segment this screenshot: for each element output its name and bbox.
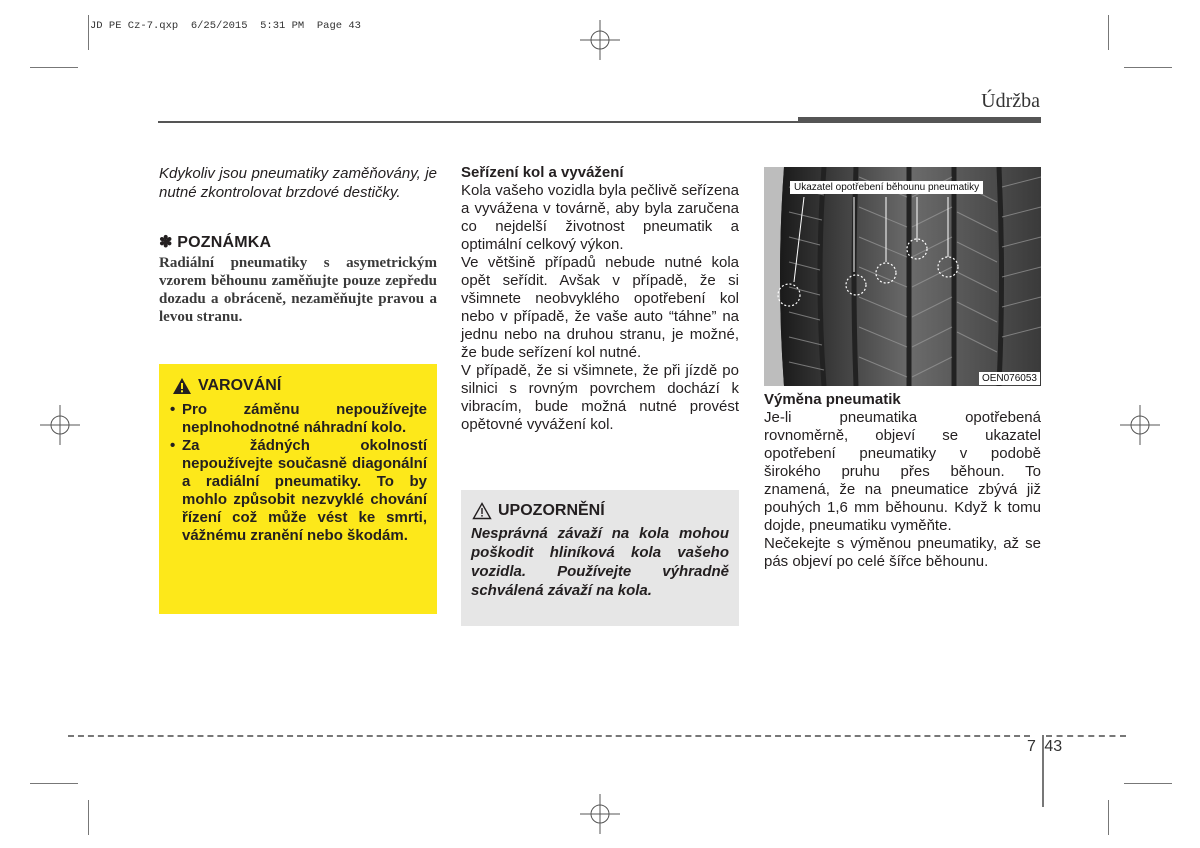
page-number: 7 43 bbox=[1027, 738, 1063, 755]
registration-mark-icon bbox=[1120, 405, 1160, 445]
crop-mark bbox=[1124, 67, 1172, 68]
figure-code: OEN076053 bbox=[979, 372, 1040, 385]
tire-tread-illustration bbox=[764, 167, 1041, 386]
caution-title: UPOZORNĚNÍ bbox=[498, 502, 605, 519]
footer-dash-rule-right bbox=[1046, 735, 1126, 737]
paragraph: Je-li pneumatika opotřebená rovnoměrně, objeví se ukazatel opotřebení pneumatiky v podobě širokého pruhu přes běhoun. To znamená, že na pneumatice zbývá již pouhých 1,6 mm běhounu. Když k tomu dojde, pneumatiku vyměňte. bbox=[764, 409, 1041, 534]
section-title: Údržba bbox=[981, 90, 1040, 112]
warning-item: • Pro záměnu nepoužívejte neplnohodnotné náhradní kolo. bbox=[170, 401, 427, 437]
note-body-text: Radiální pneumatiky s asymetrickým vzorem běhounu zaměňujte pouze zepředu dozadu a obráceně, nezaměňujte pravou a bbox=[159, 255, 437, 307]
crop-mark bbox=[1108, 15, 1109, 50]
print-slug: JD PE Cz-7.qxp 6/25/2015 5:31 PM Page 43 bbox=[90, 20, 361, 32]
tire-replacement-heading: Výměna pneumatik bbox=[764, 391, 901, 408]
paragraph: Nečekejte s výměnou pneumatiky, až se pás objeví po celé šířce běhounu. bbox=[764, 535, 1041, 570]
crop-mark bbox=[88, 800, 89, 835]
wheel-alignment-heading: Seřízení kol a vyvážení bbox=[461, 164, 624, 181]
intro-text: Kdykoliv jsou pneumatiky zaměňovány, je nutné zkontrolovat brzdové destičky. bbox=[159, 165, 437, 201]
registration-mark-icon bbox=[580, 20, 620, 60]
warning-triangle-icon bbox=[172, 377, 192, 395]
column-left bbox=[159, 164, 437, 326]
note-title: ✽ POZNÁMKA bbox=[159, 234, 272, 251]
crop-mark bbox=[1124, 783, 1172, 784]
caution-triangle-icon bbox=[472, 502, 492, 520]
note-body-last: levou stranu. bbox=[159, 309, 243, 325]
registration-mark-icon bbox=[580, 794, 620, 834]
footer-dash-rule bbox=[68, 735, 1030, 737]
column-right-text bbox=[764, 391, 1041, 571]
column-middle bbox=[461, 164, 739, 434]
warning-title: VAROVÁNÍ bbox=[198, 377, 282, 394]
crop-mark bbox=[88, 15, 89, 50]
warning-item: • Za žádných okolností nepoužívejte současně diagonální a radiální pneumatiky. To by mohlo způsobit nezvyklé chování řízení což může vést ke smrti, vážnému zranění nebo škodám. bbox=[170, 437, 427, 545]
figure-label: Ukazatel opotřebení běhounu pneumatiky bbox=[790, 181, 983, 194]
tire-wear-indicator-figure bbox=[764, 167, 1041, 386]
header-rule-thick bbox=[798, 117, 1041, 123]
paragraph: Ve většině případů nebude nutné kola opět seřídit. Avšak v případě, že si všimnete neobvyklého opotřebení kol nebo v případě, že vaše auto “táhne” na jednu nebo na druhou stranu, je možné, že bude seřízení kol nutné. bbox=[461, 254, 739, 361]
registration-mark-icon bbox=[40, 405, 80, 445]
paragraph: Kola vašeho vozidla byla pečlivě seřízena a vyvážena v továrně, aby byla zaručena co nejdelší životnost pneumatik a optimální celkový výkon. bbox=[461, 182, 739, 253]
crop-mark bbox=[30, 783, 78, 784]
crop-mark bbox=[30, 67, 78, 68]
warning-box bbox=[159, 364, 437, 614]
caution-box bbox=[461, 490, 739, 626]
caution-text: Nesprávná závaží na kola mohou poškodit hliníková kola vašeho vozidla. Používejte výhradně schválená závaží na kola. bbox=[471, 525, 729, 599]
caution-header bbox=[472, 502, 739, 520]
crop-mark bbox=[1108, 800, 1109, 835]
header-rule bbox=[158, 121, 798, 123]
note-body bbox=[159, 254, 437, 326]
warning-list bbox=[159, 401, 437, 545]
paragraph: V případě, že si všimnete, že při jízdě po silnici s rovným povrchem dochází k vibracím, bude možná nutné provést opětovné vyvážení kol. bbox=[461, 362, 739, 433]
warning-header bbox=[172, 377, 437, 395]
